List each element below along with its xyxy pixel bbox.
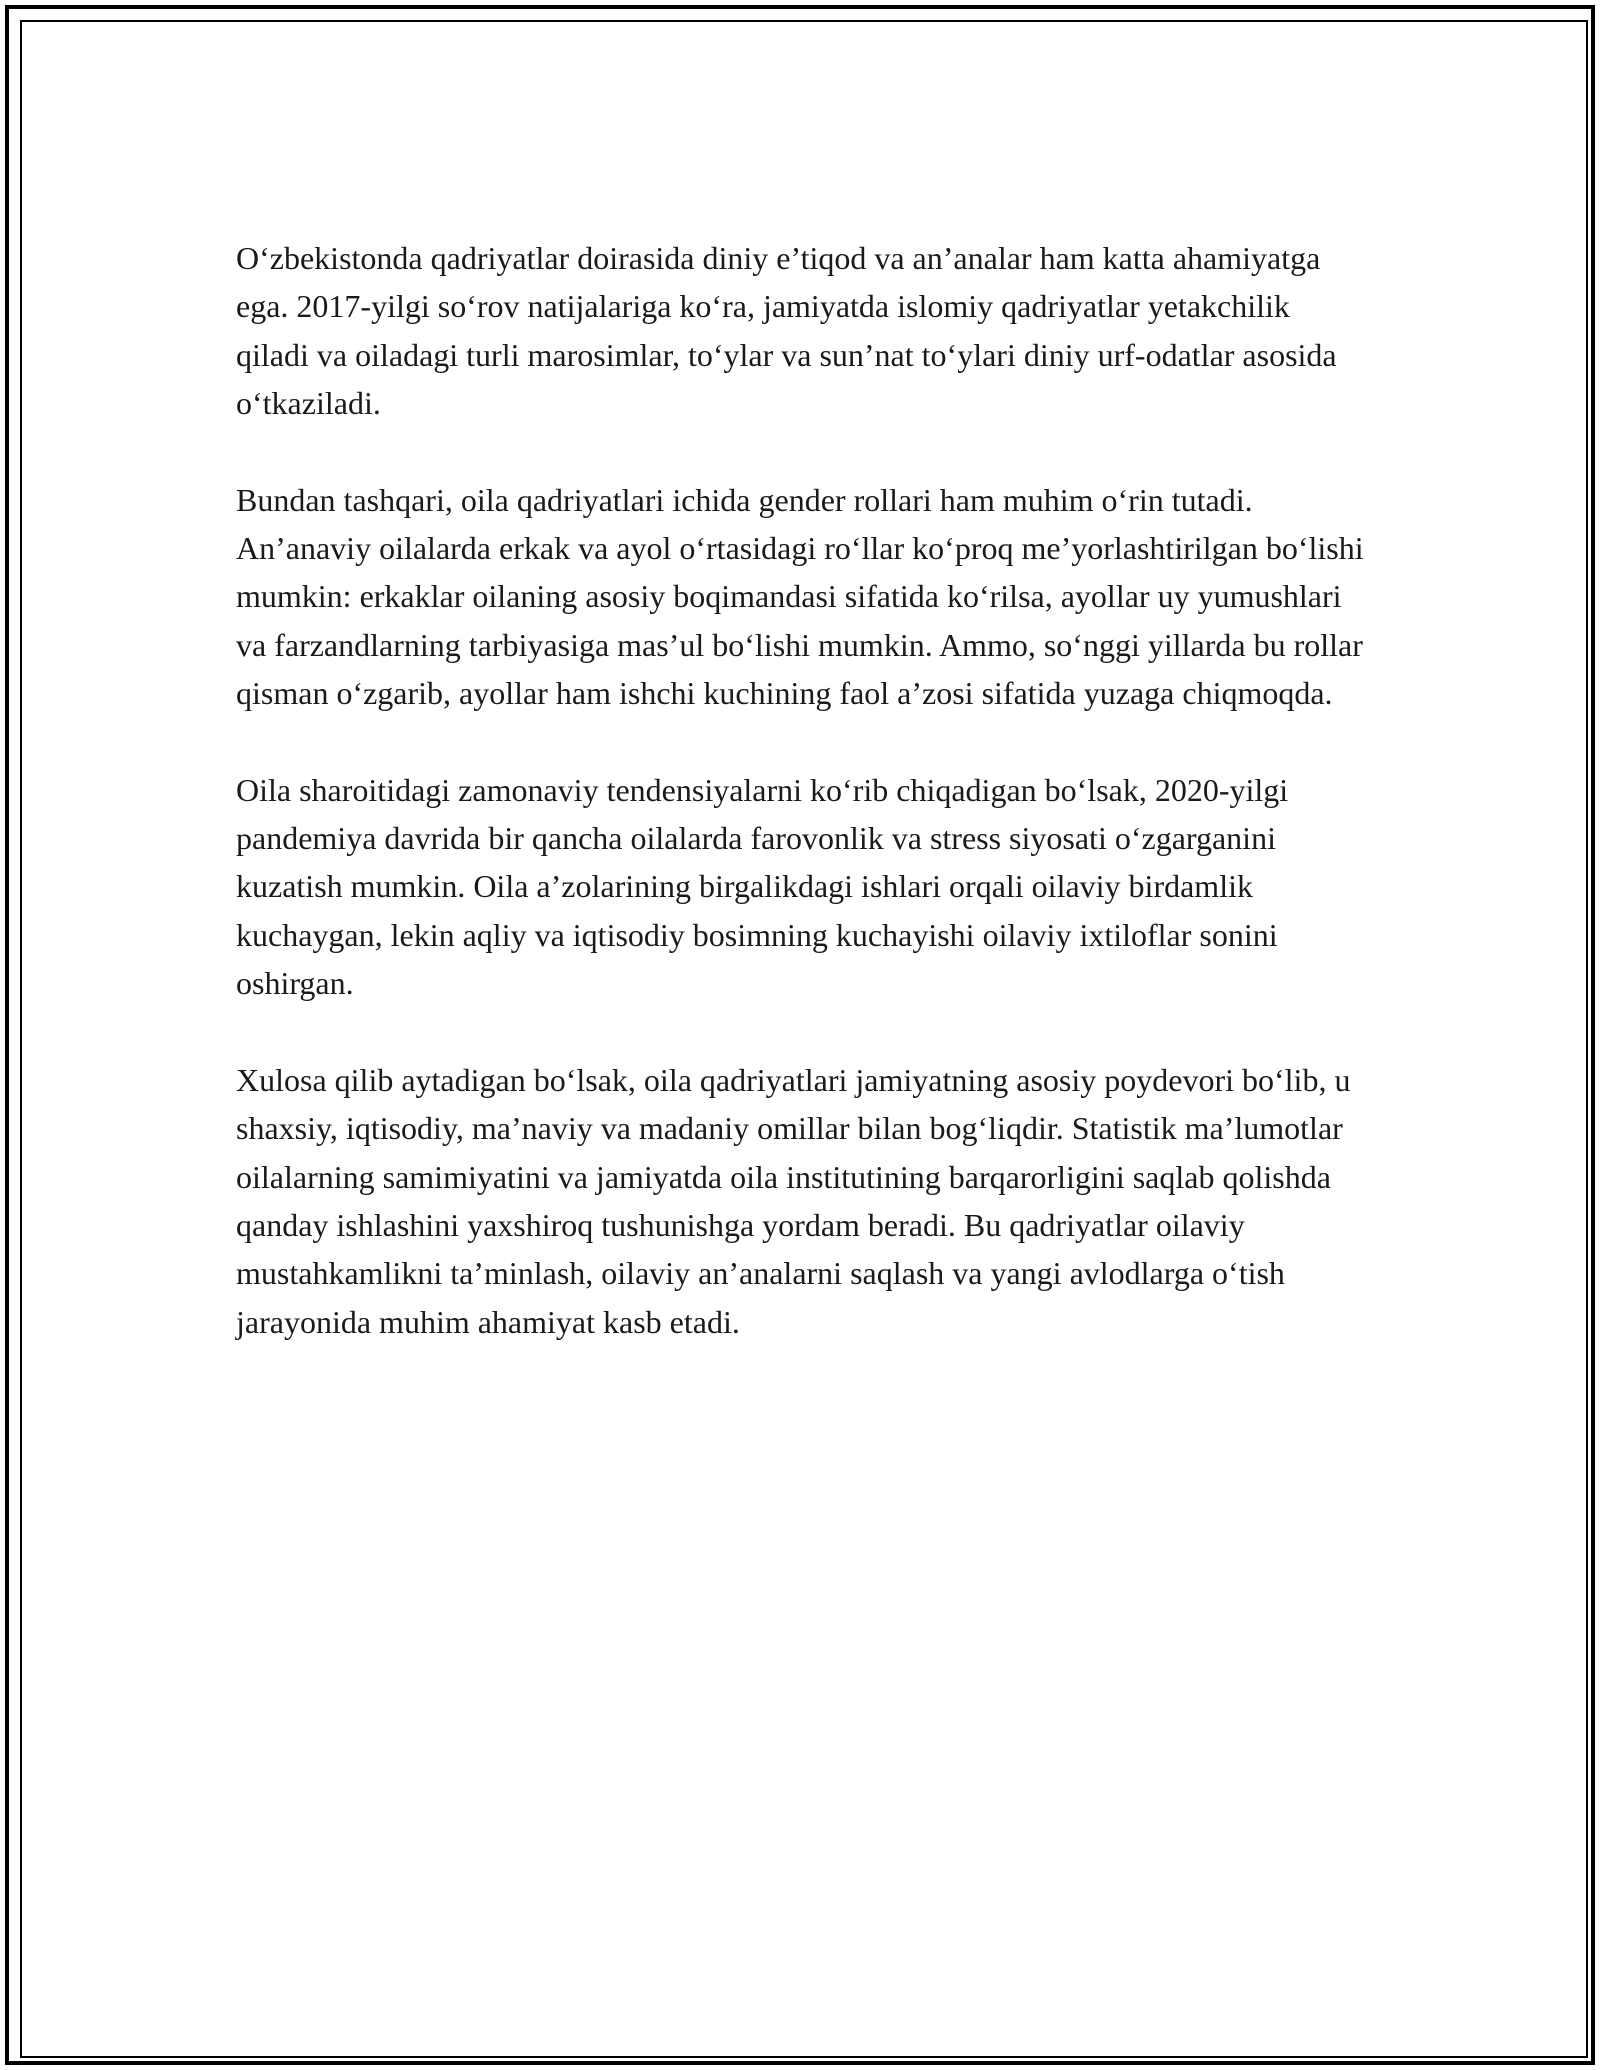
paragraph-modern-trends: Oila sharoitidagi zamonaviy tendensiyalarni ko‘rib chiqadigan bo‘lsak, 2020-yilgi pandemiya davrida bir qancha oilalarda farovonlik va stress siyosati o‘zgarganini kuzatish mumkin. Oila a’zolarining birgalikdagi ishlari orqali oilaviy birdamlik kuchaygan, lekin aqliy va iqtisodiy bosimning kuchayishi oilaviy ixtiloflar sonini oshirgan.	[236, 771, 1289, 1002]
paragraph-gender-roles: Bundan tashqari, oila qadriyatlari ichida gender rollari ham muhim o‘rin tutadi. An’anaviy oilalarda erkak va ayol o‘rtasidagi ro‘llar ko‘proq me’yorlashtirilgan bo‘lishi mumkin: erkaklar oilaning asosiy boqimandasi sifatida ko‘rilsa, ayollar uy yumushlari va farzandlarning tarbiyasiga mas’ul bo‘lishi mumkin. Ammo, so‘nggi yillarda bu rollar qisman o‘zgarib, ayollar ham ishchi kuchining faol a’zosi sifatida yuzaga chiqmoqda.	[236, 481, 1364, 712]
document-body	[236, 234, 1366, 1394]
paragraph-religious-values: O‘zbekistonda qadriyatlar doirasida diniy e’tiqod va an’analar ham katta ahamiyatga ega. 2017-yilgi so‘rov natijalariga ko‘ra, jamiyatda islomiy qadriyatlar yetakchilik qiladi va oiladagi turli marosimlar, to‘ylar va sun’nat to‘ylari diniy urf-odatlar asosida o‘tkaziladi.	[236, 240, 1337, 422]
paragraph-conclusion: Xulosa qilib aytadigan bo‘lsak, oila qadriyatlari jamiyatning asosiy poydevori bo‘lib, u shaxsiy, iqtisodiy, ma’naviy va madaniy omillar bilan bog‘liqdir. Statistik ma’lumotlar oilalarning samimiyatini va jamiyatda oila institutining barqarorligini saqlab qolishda qanday ishlashini yaxshiroq tushunishga yordam beradi. Bu qadriyatlar oilaviy mustahkamlikni ta’minlash, oilaviy an’analarni saqlash va yangi avlodlarga o‘tish jarayonida muhim ahamiyat kasb etadi.	[236, 1061, 1351, 1340]
